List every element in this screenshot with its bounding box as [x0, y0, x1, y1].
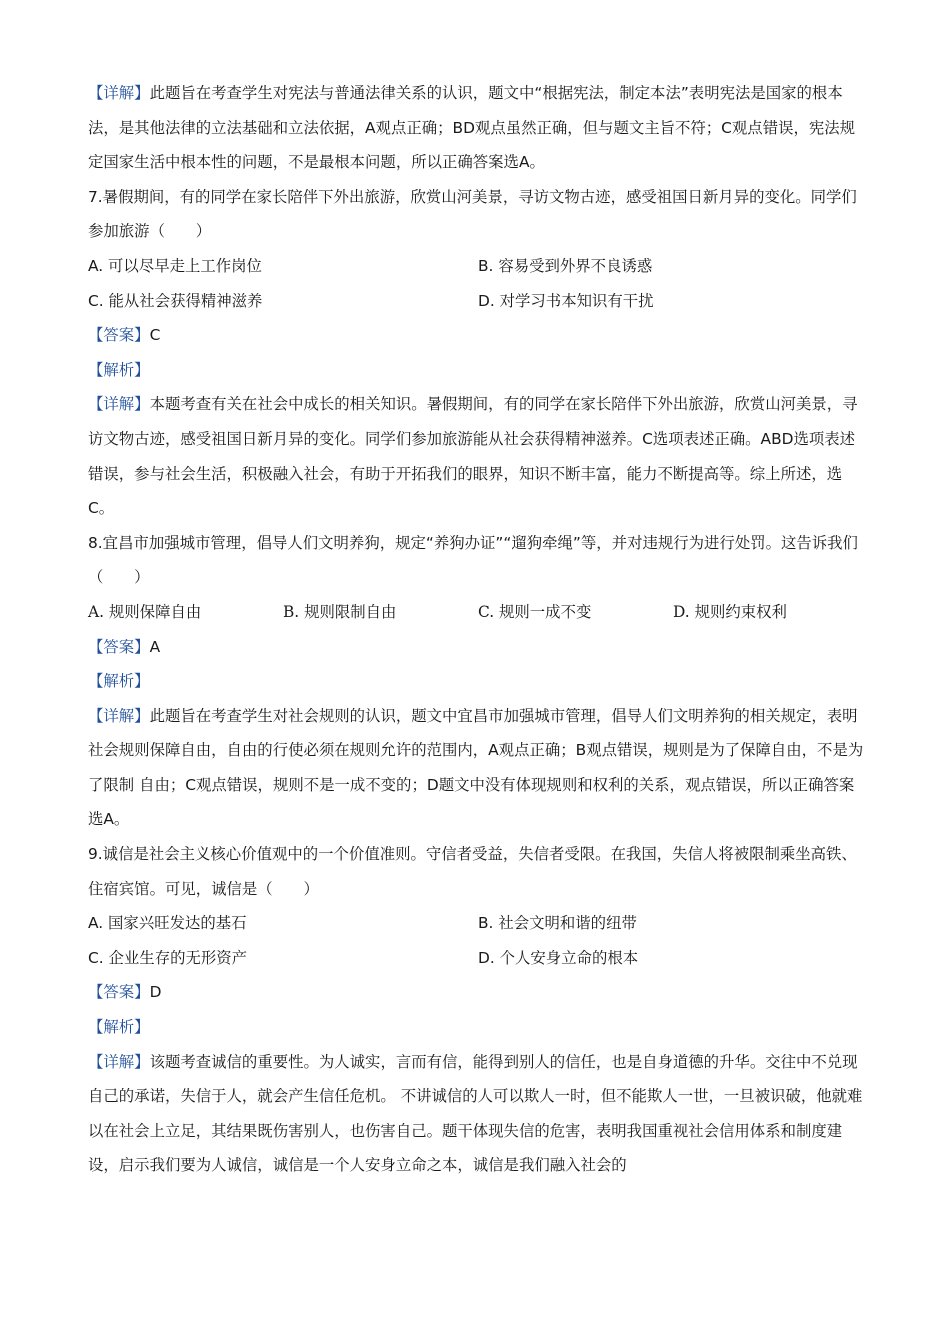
q9-detail-text: 该题考查诚信的重要性。为人诚实，言而有信，能得到别人的信任，也是自身道德的升华。交往中不兑现自己的承诺，失信于人，就会产生信任危机。 不讲诚信的人可以欺人一时，但不能欺人一世，一旦被识破，他就难以在社会上立足，其结果既伤害别人，也伤害自己。题干体现失信的危害，表明我国重视社会信用体系和制度建设，启示我们要为人诚信，诚信是一个人安身立命之本，诚信是我们融入社会的: [88, 1052, 863, 1175]
q7-answer-value: C: [149, 326, 161, 345]
q7-detail: [88, 387, 868, 525]
q9-stem: 9.诚信是社会主义核心价值观中的一个价值准则。守信者受益，失信者受限。在我国，失信人将被限制乘坐高铁、住宿宾馆。可见，诚信是（ ）: [88, 845, 857, 898]
q9-detail: [88, 1045, 868, 1183]
q8-detail-text: 此题旨在考查学生对社会规则的认识，题文中宜昌市加强城市管理，倡导人们文明养狗的相关规定，表明社会规则保障自由，自由的行使必须在规则允许的范围内，A观点正确；B观点错误，规则是为了保障自由，不是为了限制 自由；C观点错误，规则不是一成不变的；D题文中没有体现规则和权利的关系，观点错误，所以正确答案选A。: [88, 706, 864, 829]
q7-options-row-1: [88, 249, 868, 284]
q7-option-c: C. 能从社会获得精神滋养: [88, 291, 263, 310]
q8-stem: 8.宜昌市加强城市管理，倡导人们文明养狗，规定“养狗办证”“遛狗牵绳”等，并对违规行为进行处罚。这告诉我们（ ）: [88, 533, 858, 587]
q8-options-row: [88, 595, 868, 630]
q8-option-a: A. 规则保障自由: [88, 602, 202, 621]
detail-label: 【详解】: [88, 1052, 150, 1071]
q7-options-row-2: [88, 284, 868, 319]
analysis-label: 【解析】: [88, 1018, 150, 1037]
q6-detail: [88, 76, 868, 180]
q7-option-b: B. 容易受到外界不良诱惑: [478, 256, 653, 275]
q7-detail-text: 本题考查有关在社会中成长的相关知识。暑假期间，有的同学在家长陪伴下外出旅游，欣赏山河美景，寻访文物古迹，感受祖国日新月异的变化。同学们参加旅游能从社会获得精神滋养。C选项表述正确。ABD选项表述错误，参与社会生活，积极融入社会，有助于开拓我们的眼界，知识不断丰富，能力不断提高等。综上所述，选C。: [88, 395, 858, 518]
q7-answer: [88, 318, 868, 353]
q9-analysis-heading: [88, 1010, 868, 1045]
answer-label: 【答案】: [88, 326, 150, 345]
q8-option-d: D. 规则约束权利: [673, 602, 787, 621]
q6-detail-text: 此题旨在考查学生对宪法与普通法律关系的认识，题文中“根据宪法，制定本法”表明宪法是国家的根本法，是其他法律的立法基础和立法依据，A观点正确；BD观点虽然正确，但与题文主旨不符；C观点错误，宪法规定国家生活中根本性的问题，不是最根本问题，所以正确答案选A。: [88, 84, 856, 172]
q8-detail: [88, 699, 868, 837]
q9-option-b: B. 社会文明和谐的纽带: [478, 914, 637, 933]
detail-label: 【详解】: [88, 706, 150, 725]
q7-stem: 7.暑假期间，有的同学在家长陪伴下外出旅游，欣赏山河美景，寻访文物古迹，感受祖国日新月异的变化。同学们参加旅游（ ）: [88, 187, 857, 241]
q8-option-c: C. 规则一成不变: [478, 602, 592, 621]
q9-option-d: D. 个人安身立命的根本: [478, 948, 639, 967]
q8-option-b: B. 规则限制自由: [283, 602, 397, 621]
q8-analysis-heading: [88, 664, 868, 699]
detail-label: 【详解】: [88, 84, 150, 102]
q9-answer: [88, 975, 868, 1010]
q9-answer-value: D: [149, 983, 162, 1002]
document-body: [88, 76, 868, 1183]
q7-analysis-heading: [88, 353, 868, 388]
q8-answer: [88, 630, 868, 665]
q8-answer-value: A: [149, 637, 161, 656]
analysis-label: 【解析】: [88, 360, 150, 379]
answer-label: 【答案】: [88, 637, 150, 656]
q7-option-d: D. 对学习书本知识有干扰: [478, 291, 654, 310]
q7-option-a: A. 可以尽早走上工作岗位: [88, 256, 262, 275]
q9-option-a: A. 国家兴旺发达的基石: [88, 914, 247, 933]
analysis-label: 【解析】: [88, 672, 150, 691]
q9-options-row-2: [88, 941, 868, 976]
q9-options-row-1: [88, 906, 868, 941]
detail-label: 【详解】: [88, 395, 150, 414]
q9-option-c: C. 企业生存的无形资产: [88, 948, 248, 967]
answer-label: 【答案】: [88, 983, 150, 1002]
